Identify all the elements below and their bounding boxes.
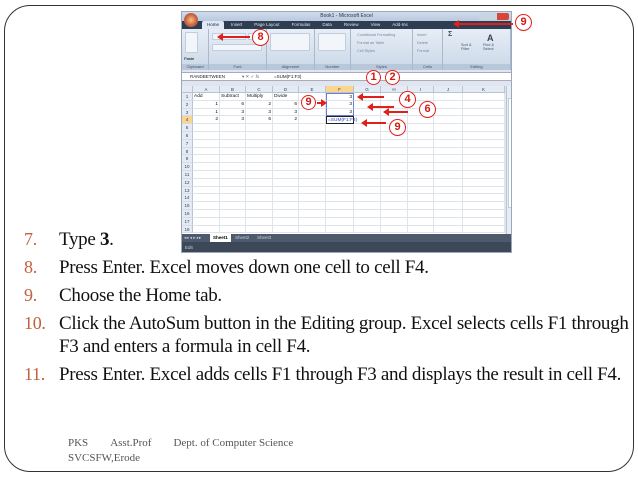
tab-insert[interactable]: Insert [231, 22, 243, 27]
cell-F5[interactable] [326, 124, 354, 132]
cell-H8[interactable] [381, 148, 408, 156]
cell-I6[interactable] [408, 132, 434, 140]
step-number: 8. [24, 257, 37, 277]
red-arrow-icon [458, 23, 513, 25]
row-header-2[interactable]: 2 [182, 101, 193, 109]
footer [68, 436, 315, 466]
tab-formulas[interactable]: Formulas [291, 22, 311, 27]
callout-step-6: 6 [419, 101, 436, 118]
cell-K15[interactable] [463, 202, 505, 210]
cell-J15[interactable] [434, 202, 463, 210]
cell-K10[interactable] [463, 163, 505, 171]
cell-I10[interactable] [408, 163, 434, 171]
cell-C12[interactable] [246, 179, 273, 187]
footer-role: Asst.Prof [110, 437, 152, 449]
tab-home[interactable]: Home [202, 21, 224, 29]
cell-K9[interactable] [463, 155, 505, 163]
cell-H7[interactable] [381, 140, 408, 148]
step-11 [24, 363, 634, 386]
binoculars-icon: A [487, 33, 494, 43]
row-header-9[interactable]: 9 [182, 155, 193, 163]
cell-J17[interactable] [434, 218, 463, 226]
cell-J11[interactable] [434, 171, 463, 179]
cell-E9[interactable] [299, 155, 326, 163]
cell-C9[interactable] [246, 155, 273, 163]
cell-G13[interactable] [354, 187, 381, 195]
row-header-11[interactable]: 11 [182, 171, 193, 179]
group-cells [413, 29, 443, 70]
red-arrow-icon [362, 96, 384, 98]
column-header-D[interactable]: D [273, 86, 299, 93]
cell-D13[interactable] [273, 187, 299, 195]
cell-F3[interactable]: 3 [326, 109, 354, 117]
cell-F17[interactable] [326, 218, 354, 226]
cell-B10[interactable] [220, 163, 246, 171]
column-header-H[interactable]: H [381, 86, 408, 93]
cell-E5[interactable] [299, 124, 326, 132]
cell-D3[interactable]: 3 [273, 109, 299, 117]
status-mode: Edit [185, 245, 193, 250]
group-label: Clipboard [182, 64, 208, 70]
cell-F2[interactable]: 3 [326, 101, 354, 109]
row-header-13[interactable]: 13 [182, 187, 193, 195]
red-arrow-icon [366, 122, 386, 124]
formula-bar [182, 72, 511, 81]
group-label: Alignment [267, 64, 314, 70]
cell-E8[interactable] [299, 148, 326, 156]
cell-A10[interactable] [193, 163, 220, 171]
cell-B6[interactable] [220, 132, 246, 140]
cell-F8[interactable] [326, 148, 354, 156]
row-header-16[interactable]: 16 [182, 210, 193, 218]
cell-A17[interactable] [193, 218, 220, 226]
cell-A16[interactable] [193, 210, 220, 218]
cell-A3[interactable]: 1 [193, 109, 220, 117]
cell-K13[interactable] [463, 187, 505, 195]
cell-I5[interactable] [408, 124, 434, 132]
group-label: Number [315, 64, 350, 70]
fx-icon[interactable]: ▾ ✕ ✓ fx [242, 74, 260, 79]
cell-I8[interactable] [408, 148, 434, 156]
column-header-K[interactable]: K [463, 86, 505, 93]
cell-D6[interactable] [273, 132, 299, 140]
cell-F14[interactable] [326, 194, 354, 202]
cell-A6[interactable] [193, 132, 220, 140]
cell-J8[interactable] [434, 148, 463, 156]
cell-J9[interactable] [434, 155, 463, 163]
step-7 [24, 228, 634, 251]
find-select-button[interactable]: Find & Select [483, 43, 494, 51]
cell-I13[interactable] [408, 187, 434, 195]
group-clipboard [182, 29, 209, 70]
row-header-10[interactable]: 10 [182, 163, 193, 171]
callout-step-8: 8 [252, 29, 269, 46]
cell-G14[interactable] [354, 194, 381, 202]
callout-step-4: 4 [399, 91, 416, 108]
cell-H12[interactable] [381, 179, 408, 187]
window-title: Book1 - Microsoft Excel [320, 13, 373, 19]
cell-J7[interactable] [434, 140, 463, 148]
column-header-E[interactable]: E [299, 86, 326, 93]
cell-B3[interactable]: 3 [220, 109, 246, 117]
conditional-formatting-button[interactable]: Conditional Formatting [357, 33, 396, 37]
step-number: 9. [24, 285, 37, 305]
cell-B9[interactable] [220, 155, 246, 163]
cell-K8[interactable] [463, 148, 505, 156]
cell-D9[interactable] [273, 155, 299, 163]
cell-F15[interactable] [326, 202, 354, 210]
cell-E13[interactable] [299, 187, 326, 195]
cell-J16[interactable] [434, 210, 463, 218]
cell-B11[interactable] [220, 171, 246, 179]
cell-K17[interactable] [463, 218, 505, 226]
cell-I17[interactable] [408, 218, 434, 226]
cell-E6[interactable] [299, 132, 326, 140]
cell-I15[interactable] [408, 202, 434, 210]
cell-A7[interactable] [193, 140, 220, 148]
cell-G12[interactable] [354, 179, 381, 187]
excel-screenshot [181, 11, 512, 253]
row-header-14[interactable]: 14 [182, 194, 193, 202]
cell-A14[interactable] [193, 194, 220, 202]
cell-F4[interactable]: =SUM(F1:F3) [328, 118, 358, 124]
name-box[interactable]: RANDBETWEEN [190, 74, 226, 79]
group-label: Font [209, 64, 266, 70]
cell-D11[interactable] [273, 171, 299, 179]
cell-F10[interactable] [326, 163, 354, 171]
paste-label: Paste [184, 56, 195, 61]
cell-C15[interactable] [246, 202, 273, 210]
cell-G8[interactable] [354, 148, 381, 156]
step-number: 10. [24, 313, 46, 333]
cell-K2[interactable] [463, 101, 505, 109]
group-styles [351, 29, 413, 70]
cell-A2[interactable]: 1 [193, 101, 220, 109]
step-text: Choose the Home tab. [59, 285, 222, 306]
cell-C7[interactable] [246, 140, 273, 148]
sheet-tab-sheet1[interactable]: Sheet1 [210, 234, 231, 242]
row-header-1[interactable]: 1 [182, 93, 193, 101]
callout-step-2: 2 [385, 70, 400, 85]
cell-D10[interactable] [273, 163, 299, 171]
cell-K5[interactable] [463, 124, 505, 132]
paste-button[interactable] [185, 32, 198, 53]
cell-C3[interactable]: 3 [246, 109, 273, 117]
cell-F12[interactable] [326, 179, 354, 187]
row-header-8[interactable]: 8 [182, 148, 193, 156]
cell-J1[interactable] [434, 93, 463, 101]
callout-step-9: 9 [301, 95, 316, 110]
cell-A1[interactable]: Add [193, 93, 220, 101]
cell-C4[interactable]: 6 [246, 116, 273, 124]
cell-G9[interactable] [354, 155, 381, 163]
tab-page-layout[interactable]: Page Layout [254, 22, 280, 27]
row-header-15[interactable]: 15 [182, 202, 193, 210]
row-header-18[interactable]: 18 [182, 226, 193, 234]
group-label: Editing [443, 64, 510, 70]
alignment-buttons[interactable] [270, 33, 310, 51]
cell-D1[interactable]: Divide [273, 93, 299, 101]
group-editing [443, 29, 511, 70]
cell-D14[interactable] [273, 194, 299, 202]
step-list [24, 228, 634, 391]
select-all-corner[interactable] [182, 86, 193, 93]
cell-H11[interactable] [381, 171, 408, 179]
cell-F7[interactable] [326, 140, 354, 148]
cell-E17[interactable] [299, 218, 326, 226]
cell-C11[interactable] [246, 171, 273, 179]
format-button[interactable]: Format [417, 49, 430, 53]
row-header-12[interactable]: 12 [182, 179, 193, 187]
cell-K6[interactable] [463, 132, 505, 140]
cell-K16[interactable] [463, 210, 505, 218]
callout-step-9: 9 [389, 119, 406, 136]
cell-F16[interactable] [326, 210, 354, 218]
cell-E3[interactable] [299, 109, 326, 117]
step-10 [24, 312, 634, 358]
sheet-tab-sheet2[interactable]: Sheet2 [235, 235, 250, 240]
column-header-B[interactable]: B [220, 86, 246, 93]
callout-step-1: 1 [366, 70, 381, 85]
step-text: Press Enter. Excel moves down one cell to cell F4. [59, 257, 429, 278]
cell-F1[interactable]: 3 [326, 93, 354, 101]
cell-E7[interactable] [299, 140, 326, 148]
column-header-F[interactable]: F [326, 86, 354, 93]
cell-D17[interactable] [273, 218, 299, 226]
step-8 [24, 256, 634, 279]
cell-G11[interactable] [354, 171, 381, 179]
step-9 [24, 284, 634, 307]
cell-D2[interactable]: 6 [273, 101, 299, 109]
cell-F11[interactable] [326, 171, 354, 179]
cell-G15[interactable] [354, 202, 381, 210]
cell-C5[interactable] [246, 124, 273, 132]
column-header-J[interactable]: J [434, 86, 463, 93]
cell-B15[interactable] [220, 202, 246, 210]
cell-J4[interactable] [434, 116, 463, 124]
cell-B2[interactable]: 6 [220, 101, 246, 109]
cell-J5[interactable] [434, 124, 463, 132]
cell-J13[interactable] [434, 187, 463, 195]
vertical-scrollbar[interactable] [506, 86, 512, 234]
cell-E4[interactable] [299, 116, 326, 124]
cell-A8[interactable] [193, 148, 220, 156]
cell-I14[interactable] [408, 194, 434, 202]
cell-J3[interactable] [434, 109, 463, 117]
cell-A5[interactable] [193, 124, 220, 132]
window-controls[interactable] [479, 13, 509, 20]
red-arrow-icon [317, 102, 322, 104]
delete-button[interactable]: Delete [417, 41, 428, 45]
cell-K7[interactable] [463, 140, 505, 148]
cell-H9[interactable] [381, 155, 408, 163]
row-header-6[interactable]: 6 [182, 132, 193, 140]
callout-step-9: 9 [515, 14, 532, 31]
cell-G10[interactable] [354, 163, 381, 171]
row-header-7[interactable]: 7 [182, 140, 193, 148]
cell-C8[interactable] [246, 148, 273, 156]
cell-D12[interactable] [273, 179, 299, 187]
column-header-I[interactable]: I [408, 86, 434, 93]
cell-B7[interactable] [220, 140, 246, 148]
worksheet-grid[interactable] [182, 86, 505, 234]
red-arrow-icon [222, 36, 250, 38]
cell-H17[interactable] [381, 218, 408, 226]
group-label: Styles [351, 64, 412, 70]
step-number: 7. [24, 229, 37, 249]
cell-A12[interactable] [193, 179, 220, 187]
tab-view[interactable]: View [370, 22, 381, 27]
cell-B8[interactable] [220, 148, 246, 156]
cell-E10[interactable] [299, 163, 326, 171]
cell-I9[interactable] [408, 155, 434, 163]
cell-C2[interactable]: 2 [246, 101, 273, 109]
cell-G16[interactable] [354, 210, 381, 218]
step-text: Click the AutoSum button in the Editing group. Excel selects cells F1 through F3 and enters a formula in cell F4. [59, 313, 629, 357]
cell-H16[interactable] [381, 210, 408, 218]
cell-C14[interactable] [246, 194, 273, 202]
cell-H15[interactable] [381, 202, 408, 210]
step-bold-value: 3 [99, 229, 110, 250]
row-header-3[interactable]: 3 [182, 109, 193, 117]
cell-J10[interactable] [434, 163, 463, 171]
cell-E15[interactable] [299, 202, 326, 210]
cell-C10[interactable] [246, 163, 273, 171]
cell-B12[interactable] [220, 179, 246, 187]
footer-college: SVCSFW,Erode [68, 452, 141, 464]
cell-D4[interactable]: 2 [273, 116, 299, 124]
insert-button[interactable]: Insert [417, 33, 427, 37]
sort-filter-button[interactable]: Sort & Filter [461, 43, 472, 51]
group-alignment [267, 29, 315, 70]
row-header-17[interactable]: 17 [182, 218, 193, 226]
cell-B4[interactable]: 3 [220, 116, 246, 124]
cell-B5[interactable] [220, 124, 246, 132]
tab-data[interactable]: Data [322, 22, 332, 27]
footer-dept: Dept. of Computer Science [173, 437, 294, 449]
cell-H13[interactable] [381, 187, 408, 195]
cell-C17[interactable] [246, 218, 273, 226]
cell-E11[interactable] [299, 171, 326, 179]
step-text: Press Enter. Excel adds cells F1 through F3 and displays the result in cell F4. [59, 364, 622, 385]
cell-B13[interactable] [220, 187, 246, 195]
font-format-buttons[interactable] [212, 44, 262, 51]
cell-J12[interactable] [434, 179, 463, 187]
cell-B1[interactable]: Subtract [220, 93, 246, 101]
cell-D15[interactable] [273, 202, 299, 210]
cell-C16[interactable] [246, 210, 273, 218]
cell-K12[interactable] [463, 179, 505, 187]
formula-input[interactable]: =SUM(F1:F3) [274, 74, 302, 79]
cell-A11[interactable] [193, 171, 220, 179]
column-header-A[interactable]: A [193, 86, 220, 93]
cell-H14[interactable] [381, 194, 408, 202]
cell-F9[interactable] [326, 155, 354, 163]
sheet-tab-sheet3[interactable]: Sheet3 [257, 235, 272, 240]
cell-K4[interactable] [463, 116, 505, 124]
autosum-button[interactable]: Σ [448, 31, 453, 38]
cell-D16[interactable] [273, 210, 299, 218]
cell-J14[interactable] [434, 194, 463, 202]
cell-A13[interactable] [193, 187, 220, 195]
cell-G6[interactable] [354, 132, 381, 140]
step-text: . [109, 229, 114, 250]
cell-styles-button[interactable]: Cell Styles [357, 49, 375, 53]
group-label: Cells [413, 64, 442, 70]
cell-G5[interactable] [354, 124, 381, 132]
step-number: 11. [24, 364, 45, 384]
cell-F13[interactable] [326, 187, 354, 195]
cell-H10[interactable] [381, 163, 408, 171]
row-header-4[interactable]: 4 [182, 116, 193, 124]
group-number [315, 29, 351, 70]
cell-K11[interactable] [463, 171, 505, 179]
cell-F6[interactable] [326, 132, 354, 140]
office-button[interactable] [184, 13, 198, 27]
tab-review[interactable]: Review [343, 22, 359, 27]
cell-C1[interactable]: Multiply [246, 93, 273, 101]
cell-A4[interactable]: 2 [193, 116, 220, 124]
cell-A9[interactable] [193, 155, 220, 163]
tab-add-ins[interactable]: Add-Ins [392, 22, 408, 27]
column-header-C[interactable]: C [246, 86, 273, 93]
red-arrow-icon [388, 111, 408, 113]
cell-I11[interactable] [408, 171, 434, 179]
cell-D8[interactable] [273, 148, 299, 156]
sheet-nav-buttons[interactable]: ◂◂ ◂ ▸ ▸▸ [184, 235, 202, 240]
cell-E16[interactable] [299, 210, 326, 218]
cell-J6[interactable] [434, 132, 463, 140]
cell-B14[interactable] [220, 194, 246, 202]
format-table-button[interactable]: Format as Table [357, 41, 385, 45]
cell-K1[interactable] [463, 93, 505, 101]
column-header-G[interactable]: G [354, 86, 381, 93]
cell-E14[interactable] [299, 194, 326, 202]
cell-I12[interactable] [408, 179, 434, 187]
cell-G7[interactable] [354, 140, 381, 148]
cell-I16[interactable] [408, 210, 434, 218]
title-bar [182, 12, 511, 21]
cell-E12[interactable] [299, 179, 326, 187]
cell-B16[interactable] [220, 210, 246, 218]
cell-G17[interactable] [354, 218, 381, 226]
cell-D7[interactable] [273, 140, 299, 148]
row-header-5[interactable]: 5 [182, 124, 193, 132]
footer-author: PKS [68, 437, 89, 449]
cell-C13[interactable] [246, 187, 273, 195]
cell-I7[interactable] [408, 140, 434, 148]
step-text: Type [59, 229, 100, 250]
cell-K3[interactable] [463, 109, 505, 117]
cell-B17[interactable] [220, 218, 246, 226]
cell-J2[interactable] [434, 101, 463, 109]
cell-D5[interactable] [273, 124, 299, 132]
cell-K14[interactable] [463, 194, 505, 202]
number-format[interactable] [318, 33, 346, 51]
cell-C6[interactable] [246, 132, 273, 140]
cell-A15[interactable] [193, 202, 220, 210]
